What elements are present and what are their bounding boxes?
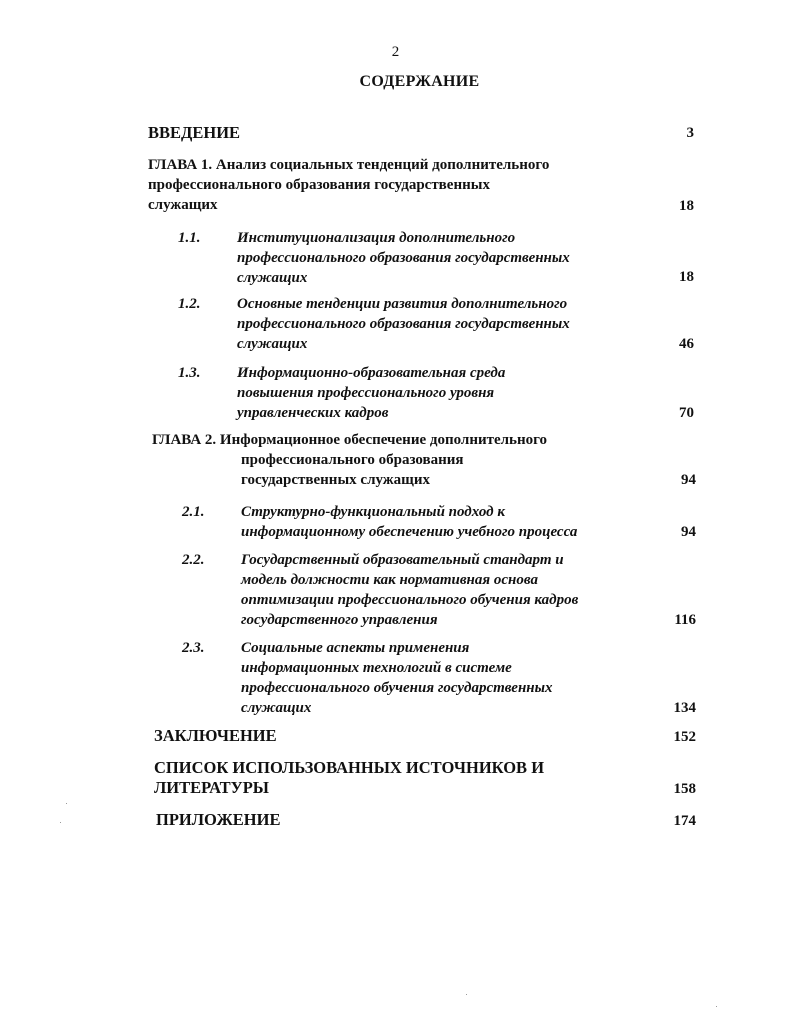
entry-title-line-2: профессионального образования государственных	[237, 250, 570, 266]
entry-title: ЗАКЛЮЧЕНИЕ	[154, 726, 277, 745]
entry-page: 94	[681, 524, 696, 540]
entry-title-line-2: информационному обеспечению учебного процесса	[241, 524, 578, 540]
entry-title-line-1: Государственный образовательный стандарт и	[241, 552, 564, 568]
section-number: 2.2.	[182, 552, 205, 568]
entry-page: 116	[674, 612, 696, 628]
section-number: 1.1.	[178, 230, 201, 246]
scan-speck	[60, 822, 61, 823]
entry-title-line-1: СПИСОК ИСПОЛЬЗОВАННЫХ ИСТОЧНИКОВ И	[154, 758, 545, 777]
entry-title-line-1: Структурно-функциональный подход к	[241, 504, 505, 520]
entry-title-line-4: служащих	[241, 700, 312, 716]
entry-page: 152	[673, 729, 696, 745]
entry-page: 94	[681, 472, 696, 488]
entry-title-line-1: ГЛАВА 2. Информационное обеспечение дополнительного	[152, 432, 548, 448]
entry-title-line-2: повышения профессионального уровня	[237, 385, 495, 401]
section-number: 1.3.	[178, 365, 201, 381]
entry-title-line-3: служащих	[237, 336, 308, 352]
section-number: 2.3.	[182, 640, 205, 656]
entry-page: 46	[679, 336, 694, 352]
section-number: 2.1.	[182, 504, 205, 520]
entry-page: 158	[673, 781, 696, 797]
entry-title-line-3: оптимизации профессионального обучения кадров	[241, 592, 579, 608]
entry-title-line-2: профессионального образования государственных	[148, 177, 490, 193]
entry-title-line-1: Институционализация дополнительного	[237, 230, 516, 246]
entry-page: 134	[673, 700, 696, 716]
entry-title-line-1: ГЛАВА 1. Анализ социальных тенденций дополнительного	[148, 157, 550, 173]
entry-title-line-4: государственного управления	[241, 612, 438, 628]
page-title: СОДЕРЖАНИЕ	[359, 73, 480, 90]
page-number: 2	[391, 44, 400, 60]
entry-title-line-3: служащих	[237, 270, 308, 286]
entry-title-line-3: служащих	[148, 197, 218, 213]
entry-page: 70	[679, 405, 694, 421]
entry-title-line-1: Основные тенденции развития дополнительного	[237, 296, 568, 312]
entry-title-line-2: профессионального образования	[241, 452, 464, 468]
entry-title-line-1: Информационно-образовательная среда	[237, 365, 506, 381]
entry-title-line-1: Социальные аспекты применения	[241, 640, 470, 656]
section-number: 1.2.	[178, 296, 201, 312]
entry-page: 18	[679, 198, 694, 214]
entry-title-line-3: государственных служащих	[241, 472, 430, 488]
entry-title-line-2: информационных технологий в системе	[241, 660, 512, 676]
entry-title: ПРИЛОЖЕНИЕ	[156, 810, 281, 829]
entry-title-line-2: профессионального образования государственных	[237, 316, 570, 332]
entry-page: 18	[679, 269, 694, 285]
entry-title-line-2: модель должности как нормативная основа	[241, 572, 538, 588]
scan-speck	[466, 994, 467, 995]
entry-page: 174	[673, 813, 696, 829]
scan-speck	[66, 803, 67, 804]
scan-speck	[716, 1006, 717, 1007]
entry-title-line-3: профессионального обучения государственных	[241, 680, 553, 696]
entry-title: ВВЕДЕНИЕ	[148, 123, 241, 142]
entry-title-line-3: управленческих кадров	[237, 405, 389, 421]
entry-page: 3	[686, 125, 694, 141]
entry-title-line-2: ЛИТЕРАТУРЫ	[154, 778, 269, 797]
